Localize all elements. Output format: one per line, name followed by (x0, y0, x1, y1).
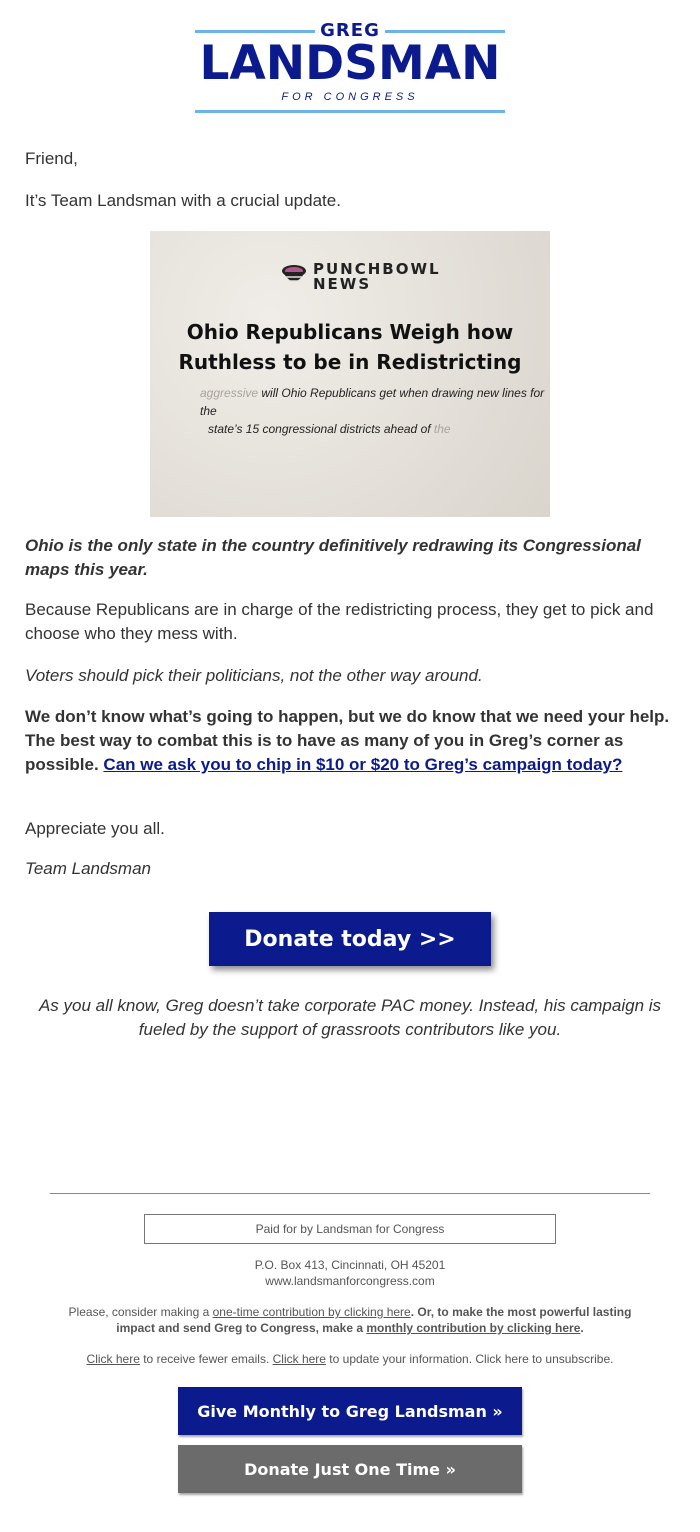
greeting: Friend, (25, 149, 78, 168)
fewer-emails-text: to receive fewer emails. (139, 1352, 273, 1366)
logo-first-name: GREG (320, 20, 380, 41)
pac-note: As you all know, Greg doesn’t take corporate PAC money. Instead, his campaign is fueled by the support of grassroots contributors like you. (38, 996, 662, 1039)
one-time-contribution-link[interactable]: one-time contribution by clicking here (212, 1305, 411, 1319)
footer-email-prefs (50, 1351, 650, 1367)
consider-text-1: Please, consider making a (68, 1305, 213, 1319)
logo-last-name: LANDSMAN (199, 36, 501, 91)
article-sub-faded-start: aggressive (200, 386, 259, 400)
appreciate-text: Appreciate you all. (25, 819, 165, 838)
footer-website: www.landsmanforcongress.com (265, 1274, 435, 1288)
footer-divider (50, 1193, 650, 1194)
article-subtext (190, 384, 550, 438)
punchbowl-icon (281, 263, 307, 289)
voters-paragraph: Voters should pick their politicians, not the other way around. (25, 666, 483, 685)
monthly-contribution-link[interactable]: monthly contribution by clicking here (366, 1321, 581, 1335)
logo-tagline: FOR CONGRESS (281, 91, 419, 103)
intro-text: It’s Team Landsman with a crucial update. (25, 191, 341, 210)
republicans-paragraph: Because Republicans are in charge of the redistricting process, they get to pick and choose who they mess with. (25, 600, 654, 643)
footer-consider (60, 1304, 640, 1336)
signature: Team Landsman (25, 859, 152, 878)
ohio-bold-paragraph: Ohio is the only state in the country definitively redrawing its Congressional maps this year. (25, 536, 641, 579)
donate-one-time-button[interactable]: Donate Just One Time » (178, 1445, 522, 1493)
logo-rule-bottom (195, 110, 505, 113)
article-sub-main-2: state’s 15 congressional districts ahead of (208, 422, 431, 436)
help-text: We don’t know what’s going to happen, but we do know that we need your help. The best way to combat this is to have as many of you in Greg’s corner as possible. (25, 707, 670, 774)
paid-for-box: Paid for by Landsman for Congress (144, 1214, 556, 1244)
help-paragraph (25, 705, 675, 777)
update-info-link[interactable]: Click here (272, 1352, 326, 1366)
punchbowl-brand: PUNCHBOWL NEWS (313, 260, 441, 293)
fewer-emails-link[interactable]: Click here (86, 1352, 140, 1366)
article-headline (150, 317, 550, 377)
footer-address: P.O. Box 413, Cincinnati, OH 45201 (254, 1258, 446, 1272)
donate-today-button[interactable]: Donate today >> (209, 912, 491, 966)
article-sub-faded-end: the (430, 422, 451, 436)
punchbowl-article-image (150, 231, 550, 517)
update-info-text: to update your information. Click here to unsubscribe. (325, 1352, 614, 1366)
article-headline-line2: Ruthless to be in Redistricting (178, 350, 522, 374)
chip-in-link[interactable]: Can we ask you to chip in $10 or $20 to Greg’s campaign today? (103, 755, 623, 774)
article-sub-main-1: will Ohio Republicans get when drawing new lines for the (200, 386, 545, 418)
consider-text-2: . Or, to make the most powerful lasting impact and send Greg to Congress, make a (116, 1305, 632, 1335)
campaign-logo (195, 20, 505, 115)
article-headline-line1: Ohio Republicans Weigh how (186, 320, 514, 344)
consider-text-3: . (580, 1321, 584, 1335)
give-monthly-button[interactable]: Give Monthly to Greg Landsman » (178, 1387, 522, 1435)
